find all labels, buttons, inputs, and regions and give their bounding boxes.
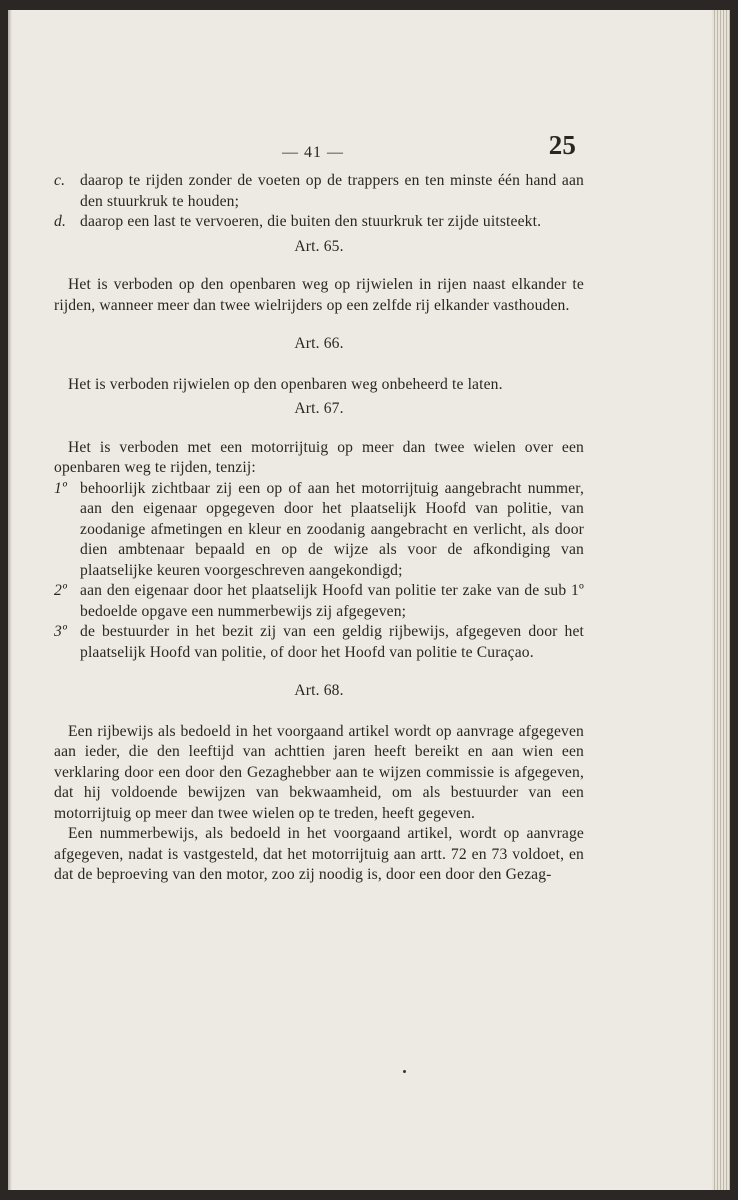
list-item <box>54 479 584 582</box>
article-heading: Art. 65. <box>294 237 344 255</box>
list-item <box>54 622 584 663</box>
folio: — 41 — <box>282 144 344 161</box>
article-paragraph: Een rijbewijs als bedoeld in het voorgaand artikel wordt op aanvrage afgegeven aan ieder, die den leeftijd van achttien jaren heeft bereikt en aan wien een verklaring door een door den Gezaghebber aan te wijzen commissie is afgegeven, dat hij voldoende bewijzen van bekwaamheid, om als bestuurder van een motorrijtuig op meer dan twee wielen op te treden, heeft gegeven. <box>54 722 584 822</box>
item-text: behoorlijk zichtbaar zij een op of aan het motorrijtuig aangebracht nummer, aan den eigenaar opgegeven door het plaatselijk Hoofd van politie, van zoodanige afmetingen en kleur en zoodanig aangebracht en verlicht, als door dien ambtenaar bepaald en op de wijze als voor de afkondiging van plaatselijke keuren voorgeschreven aangekondigd; <box>80 479 584 579</box>
list-item <box>54 212 584 233</box>
article-heading: Art. 66. <box>294 335 344 352</box>
item-label: d. <box>54 213 66 230</box>
item-label: 3º <box>54 623 67 640</box>
ink-speck <box>403 1070 406 1073</box>
page-edges <box>712 10 730 1190</box>
article-paragraph: Het is verboden rijwielen op den openbaren weg onbeheerd te laten. <box>68 375 503 393</box>
item-label: 2º <box>54 582 67 599</box>
article-paragraph: Een nummerbewijs, als bedoeld in het voorgaand artikel, wordt op aanvrage afgegeven, nadat is vastgesteld, dat het motorrijtuig aan artt. 72 en 73 voldoet, en dat de beproeving van den motor, zoo zij noodig is, door een door den Gezag- <box>54 825 584 883</box>
item-text: daarop te rijden zonder de voeten op de trappers en ten minste één hand aan den stuurkruk te houden; <box>80 172 584 210</box>
article-heading: Art. 68. <box>294 682 344 699</box>
page-fold <box>8 10 12 1190</box>
article-heading: Art. 67. <box>294 400 344 417</box>
page-header <box>54 130 584 171</box>
item-text: de bestuurder in het bezit zij van een geldig rijbewijs, afgegeven door het plaatselijk Hoofd van politie, of door het Hoofd van politie te Curaçao. <box>80 623 584 661</box>
item-text: aan den eigenaar door het plaatselijk Hoofd van politie ter zake van de sub 1º bedoelde opgave een nummerbewijs zij afgegeven; <box>80 582 584 620</box>
item-label: c. <box>54 172 66 189</box>
article-paragraph: Het is verboden op den openbaren weg op rijwielen in rijen naast elkander te rijden, wanneer meer dan twee wielrijders op een zelfde rij elkander vasthouden. <box>54 276 584 314</box>
page-text <box>54 130 584 886</box>
item-label: 1º <box>54 479 67 497</box>
article-paragraph: Het is verboden met een motorrijtuig op meer dan twee wielen over een openbaren weg te rijden, tenzij: <box>54 438 584 476</box>
item-text: daarop een last te vervoeren, die buiten den stuurkruk ter zijde uitsteekt. <box>80 213 542 230</box>
page-number: 25 <box>548 130 576 160</box>
list-item <box>54 171 584 212</box>
list-item <box>54 581 584 622</box>
